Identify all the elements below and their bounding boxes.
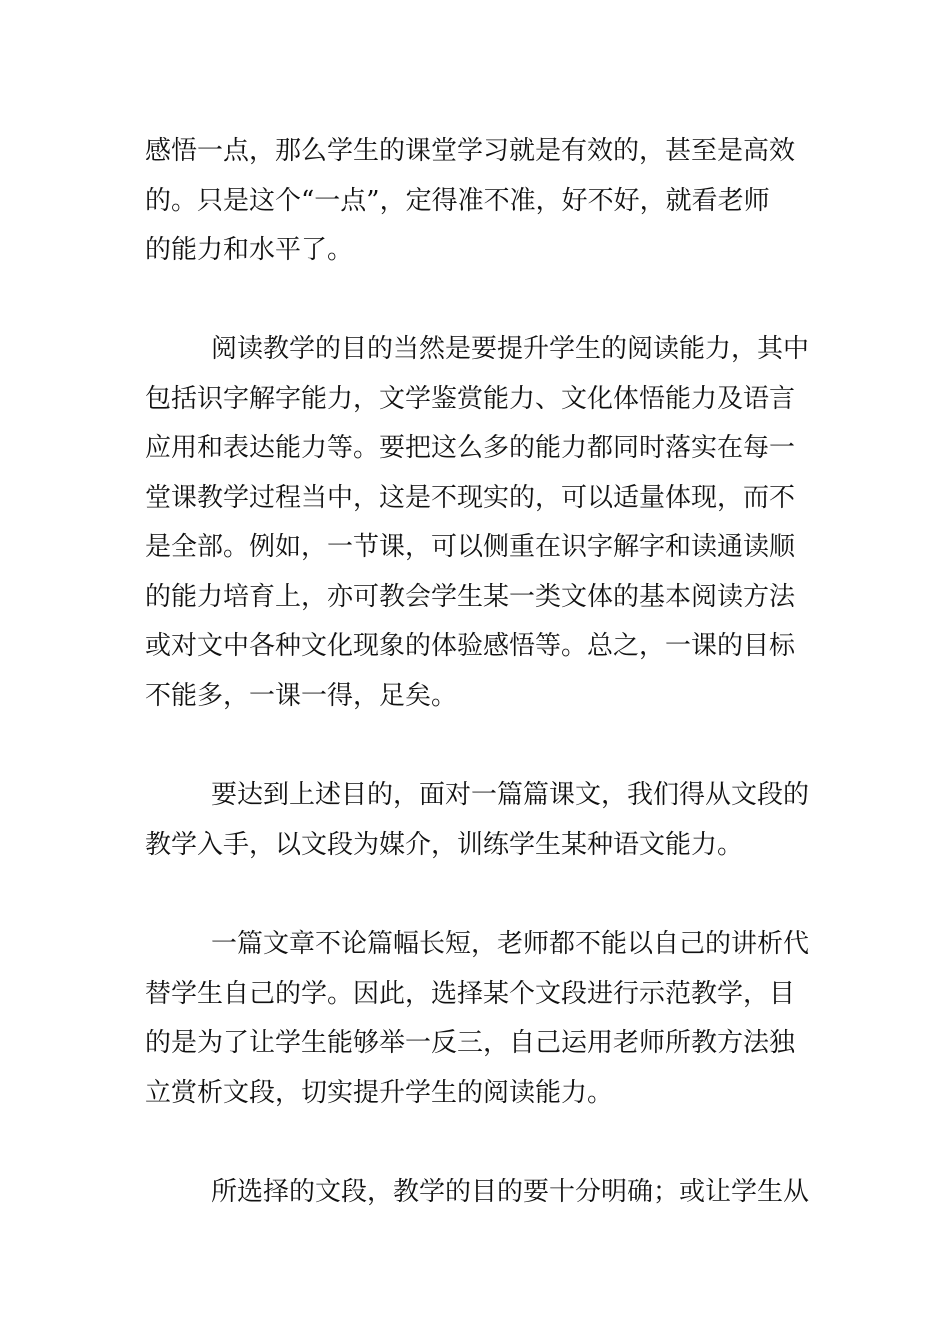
text-line: 是全部。例如，一节课，可以侧重在识字解字和读通读顺: [145, 532, 796, 562]
paragraph-3: [145, 771, 825, 870]
text-line: 一篇文章不论篇幅长短，老师都不能以自己的讲析代: [211, 929, 810, 959]
text-line: 堂课教学过程当中，这是不现实的，可以适量体现，而不: [145, 482, 796, 513]
text-line: 不能多，一课一得，足矣。: [145, 680, 458, 711]
text-line: 的能力培育上，亦可教会学生某一类文体的基本阅读方法: [145, 581, 796, 612]
text-line: 立赏析文段，切实提升学生的阅读能力。: [145, 1077, 614, 1108]
text-line: 阅读教学的目的当然是要提升学生的阅读能力，其中: [211, 334, 810, 364]
paragraph-2: [145, 325, 825, 721]
text-line: 所选择的文段，教学的目的要十分明确；或让学生从: [211, 1177, 810, 1207]
text-line: 或对文中各种文化现象的体验感悟等。总之，一课的目标: [145, 631, 796, 661]
text-line: 替学生自己的学。因此，选择某个文段进行示范教学，目: [145, 978, 796, 1009]
text-line: 的能力和水平了。: [145, 235, 354, 265]
paragraph-4: [145, 920, 825, 1118]
paragraph-1: [145, 127, 825, 276]
text-line: 的。只是这个“一点”，定得准不准，好不好，就看老师: [145, 185, 770, 216]
text-line: 包括识字解字能力，文学鉴赏能力、文化体悟能力及语言: [145, 383, 796, 414]
text-line: 教学入手，以文段为媒介，训练学生某种语文能力。: [145, 829, 744, 860]
text-line: 的是为了让学生能够举一反三，自己运用老师所教方法独: [145, 1028, 796, 1058]
paragraph-5: [145, 1168, 825, 1218]
text-line: 要达到上述目的，面对一篇篇课文，我们得从文段的: [211, 780, 810, 810]
text-line: 应用和表达能力等。要把这么多的能力都同时落实在每一: [145, 433, 796, 463]
text-line: 感悟一点，那么学生的课堂学习就是有效的，甚至是高效: [145, 136, 796, 166]
